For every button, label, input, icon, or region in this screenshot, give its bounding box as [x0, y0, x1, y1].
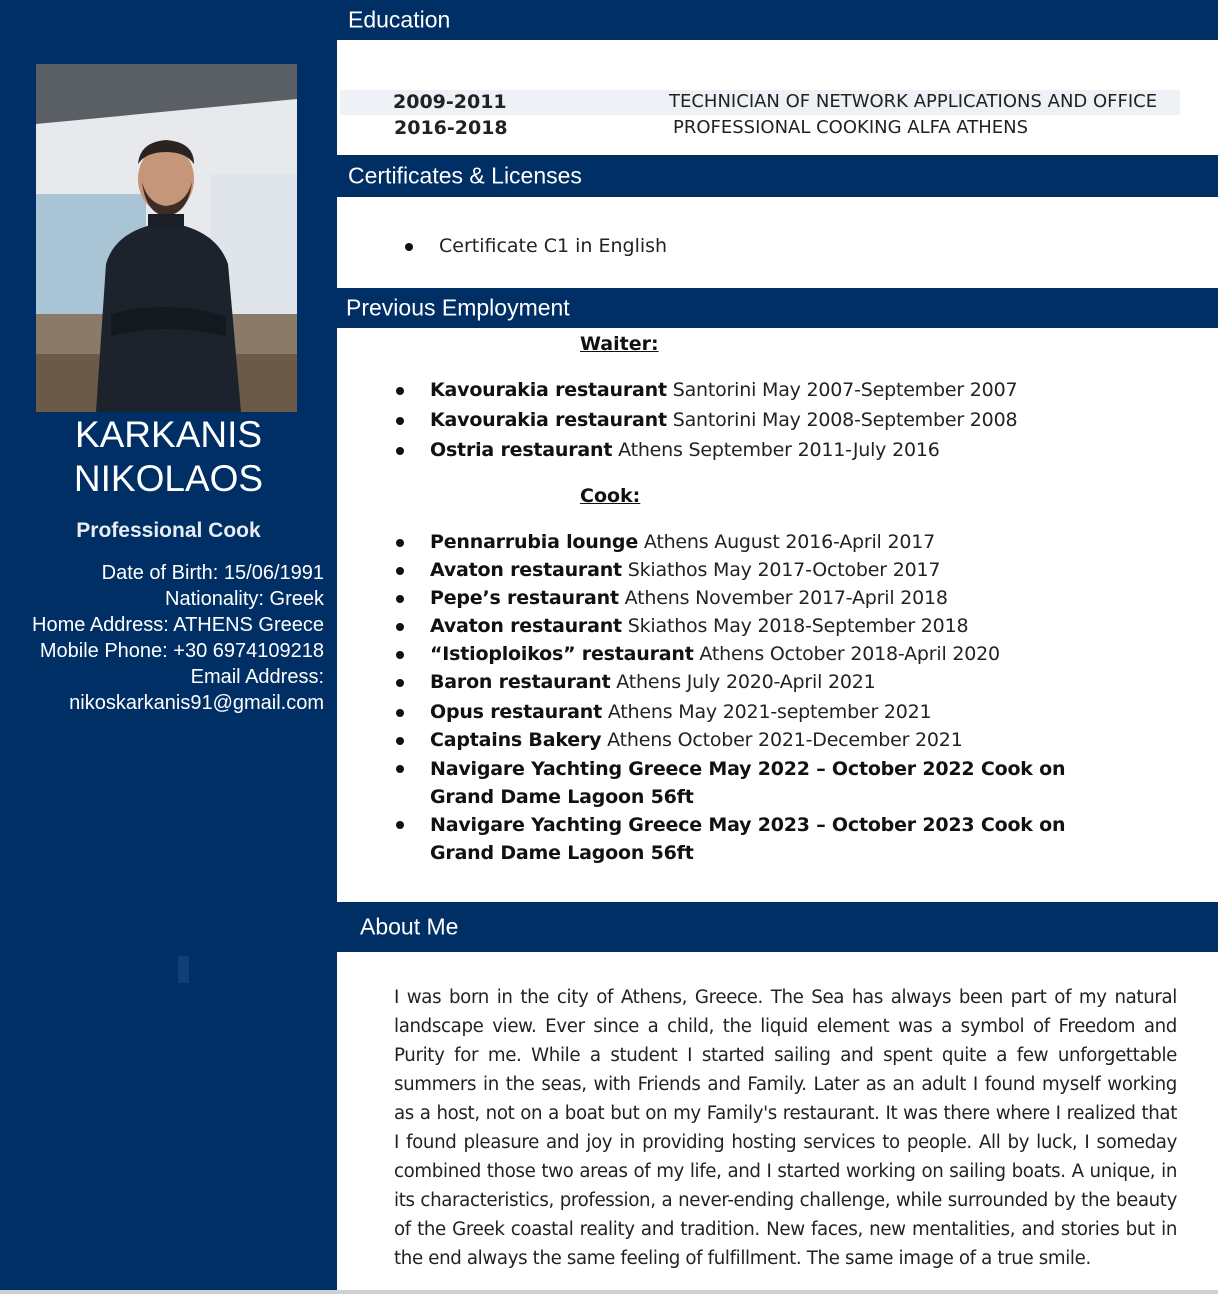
mobile-phone: Mobile Phone: +30 6974109218 [39, 640, 324, 662]
education-years: 2016-2018 [394, 117, 508, 139]
page-bottom-border [0, 1290, 1218, 1294]
bullet-icon [396, 623, 404, 631]
bullet-icon [396, 765, 404, 773]
certificate-item: Certificate C1 in English [439, 235, 668, 257]
job-item: “Istioploikos” restaurant Athens October 2018-April 2020 [430, 643, 1000, 665]
education-title: PROFESSIONAL COOKING ALFA ATHENS [673, 117, 1029, 138]
decorative-box [178, 956, 189, 983]
email-label: Email Address: [190, 666, 324, 688]
section-title: About Me [360, 913, 459, 940]
section-header-employment [337, 288, 1218, 328]
job-item: Ostria restaurant Athens September 2011-July 2016 [430, 439, 940, 461]
job-item: Avaton restaurant Skiathos May 2017-October 2017 [430, 559, 941, 581]
job-item: Navigare Yachting Greece May 2022 – October 2022 Cook on Grand Dame Lagoon 56ft [430, 758, 1066, 808]
job-item: Opus restaurant Athens May 2021-september 2021 [430, 701, 932, 723]
person-photo-icon [36, 64, 297, 412]
bullet-icon [405, 243, 413, 251]
name-last: NIKOLAOS [73, 458, 264, 499]
job-item: Pennarrubia lounge Athens August 2016-April 2017 [430, 531, 936, 553]
bullet-icon [396, 447, 404, 455]
profile-photo [36, 64, 297, 412]
nationality: Nationality: Greek [165, 588, 324, 610]
section-header-certificates [337, 155, 1218, 197]
bullet-icon [396, 821, 404, 829]
section-header-education [337, 0, 1218, 40]
bullet-icon [396, 387, 404, 395]
job-item: Navigare Yachting Greece May 2023 – October 2023 Cook on Grand Dame Lagoon 56ft [430, 814, 1066, 864]
bullet-icon [396, 737, 404, 745]
education-title: TECHNICIAN OF NETWORK APPLICATIONS AND OFFICE [669, 91, 1158, 112]
about-paragraph: I was born in the city of Athens, Greece. The Sea has always been part of my natural landscape view. Ever since a child, the liquid element was a symbol of Freedom and Purity for me. While a student I started sailing and spent quite a few unforgettable summers in the seas, with Friends and Family. Later as an adult I found myself working as a host, not on a boat but on my Family's restaurant. It was there where I realized that I found pleasure and joy in providing hosting services to people. All by luck, I someday combined those two areas of my life, and I started working on sailing boats. A unique, in its characteristics, profession, a never-ending challenge, while surrounded by the beauty of the Greek coastal reality and tradition. New faces, new mentalities, and stories but in the end always the same feeling of fulfillment. The same image of a true smile. [394, 987, 1177, 1269]
waiter-subheading: Waiter: [580, 333, 659, 355]
job-title: Professional Cook [76, 519, 261, 542]
date-of-birth: Date of Birth: 15/06/1991 [101, 562, 324, 584]
job-item: Baron restaurant Athens July 2020-April 2021 [430, 671, 876, 693]
bullet-icon [396, 539, 404, 547]
section-title: Certificates & Licenses [348, 162, 582, 189]
job-item: Avaton restaurant Skiathos May 2018-September 2018 [430, 615, 969, 637]
section-title: Previous Employment [346, 294, 570, 321]
section-header-about [337, 902, 1218, 952]
bullet-icon [396, 567, 404, 575]
education-years: 2009-2011 [393, 91, 507, 113]
bullet-icon [396, 651, 404, 659]
job-item: Kavourakia restaurant Santorini May 2008-September 2008 [430, 409, 1018, 431]
name-first: KARKANIS [74, 414, 263, 455]
bullet-icon [396, 417, 404, 425]
home-address: Home Address: ATHENS Greece [32, 614, 324, 636]
job-item: Captains Bakery Athens October 2021-December 2021 [430, 729, 963, 751]
job-item: Pepe’s restaurant Athens November 2017-April 2018 [430, 587, 948, 609]
section-title: Education [348, 6, 451, 33]
email-address[interactable]: nikoskarkanis91@gmail.com [69, 692, 324, 714]
bullet-icon [396, 709, 404, 717]
sidebar [0, 0, 337, 1290]
cook-subheading: Cook: [580, 485, 641, 507]
bullet-icon [396, 679, 404, 687]
job-item: Kavourakia restaurant Santorini May 2007-September 2007 [430, 379, 1018, 401]
bullet-icon [396, 595, 404, 603]
